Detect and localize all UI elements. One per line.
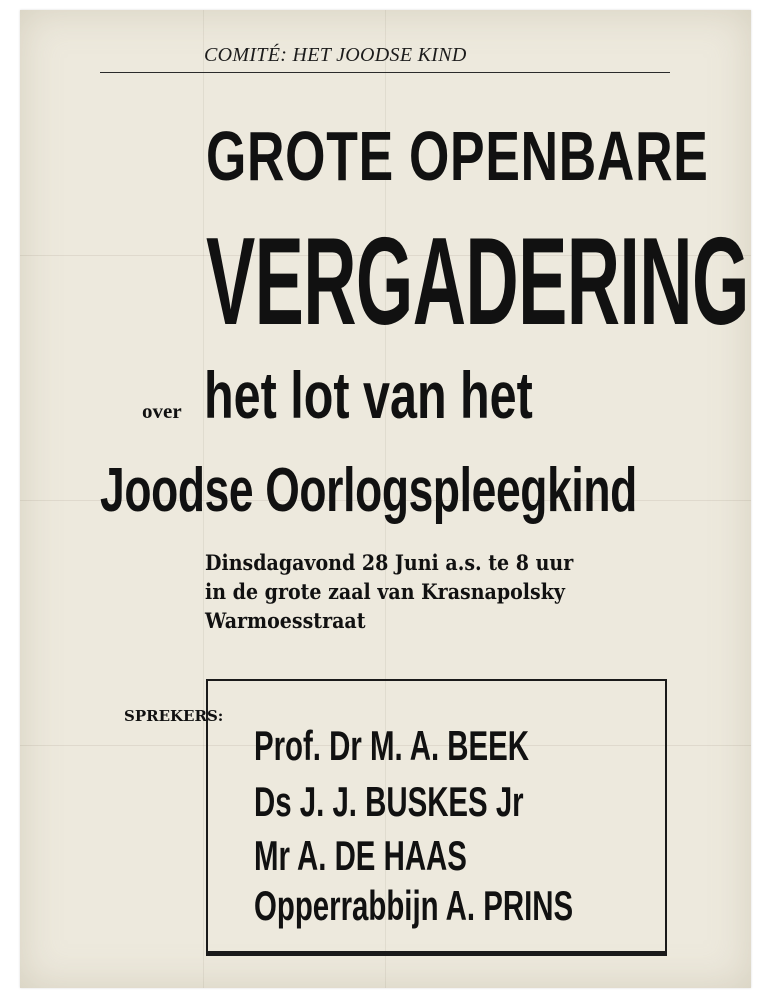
speaker-name: Prof. Dr M. A. BEEK <box>254 722 529 769</box>
header-rule <box>100 72 670 73</box>
title-line-2: VERGADERING <box>206 213 749 351</box>
event-street: Warmoesstraat <box>205 608 366 633</box>
event-venue: in de grote zaal van Krasnapolsky <box>205 579 565 604</box>
title-line-1: GROTE OPENBARE <box>206 117 709 195</box>
event-details <box>205 548 612 635</box>
title-line-4: Joodse Oorlogspleegkind <box>100 456 637 525</box>
speaker-name: Ds J. J. BUSKES Jr <box>254 778 524 825</box>
event-date-time: Dinsdagavond 28 Juni a.s. te 8 uur <box>205 550 574 575</box>
speaker-name: Opperrabbijn A. PRINS <box>254 882 574 929</box>
poster-sheet <box>20 10 751 988</box>
over-word: over <box>142 399 182 423</box>
speaker-name: Mr A. DE HAAS <box>254 832 467 879</box>
committee-header: COMITÉ: HET JOODSE KIND <box>204 44 467 66</box>
speakers-label: SPREKERS: <box>124 707 224 725</box>
title-line-3: het lot van het <box>204 358 533 432</box>
